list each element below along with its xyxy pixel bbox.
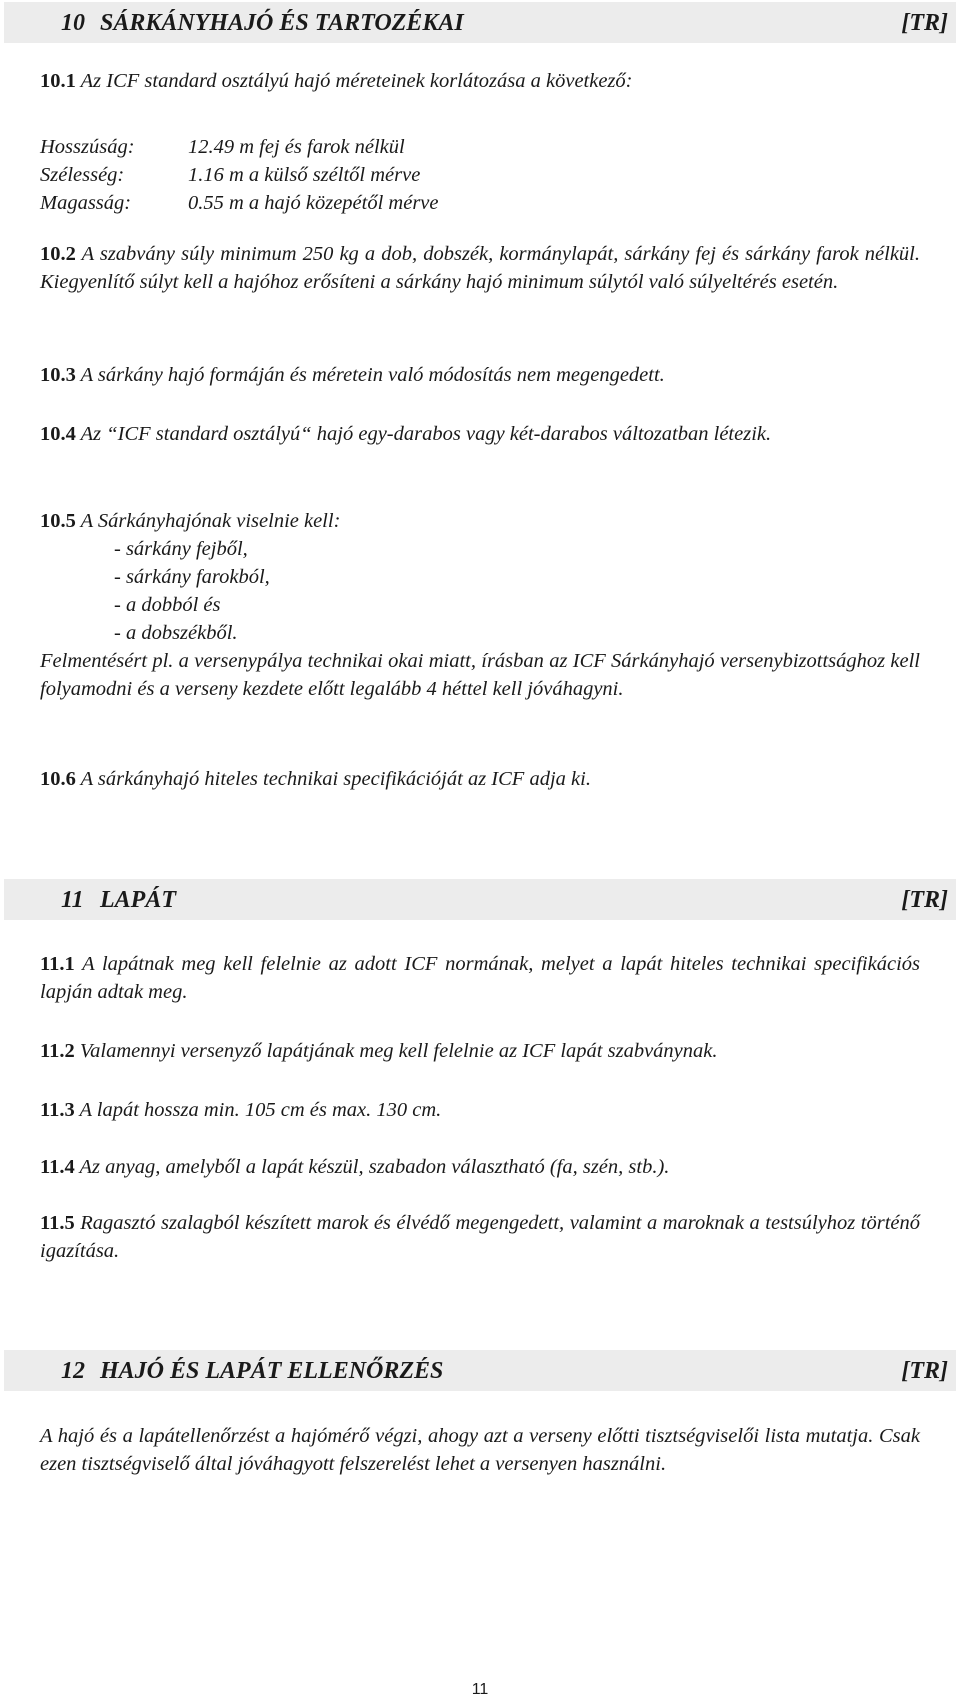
section-title: SÁRKÁNYHAJÓ ÉS TARTOZÉKAI — [100, 10, 464, 36]
section-number: 12 — [61, 1358, 85, 1384]
section-number: 10 — [61, 10, 85, 36]
clause-number: 11.1 — [40, 953, 75, 975]
clause-text: Valamennyi versenyző lapátjának meg kell felelnie az ICF lapát szabványnak. — [74, 1040, 718, 1062]
clause-number: 11.4 — [40, 1156, 75, 1178]
clause-text: A hajó és a lapátellenőrzést a hajómérő végzi, ahogy azt a verseny előtti tisztségviselői lista mutatja. Csak ezen tisztségviselő által jóváhagyott felszerelést lehet a versenyen használni. — [40, 1425, 920, 1475]
section-tag: [TR] — [901, 1358, 948, 1384]
paragraph-10-2 — [40, 240, 920, 296]
paragraph-10-6 — [40, 765, 920, 793]
paragraph-11-2 — [40, 1037, 920, 1065]
clause-number: 11.5 — [40, 1212, 75, 1234]
clause-number: 10.6 — [40, 768, 76, 790]
exemption-text: Felmentésért pl. a versenypálya technikai okai miatt, írásban az ICF Sárkányhajó versenybizottsághoz kell folyamodni és a verseny kezdete előtt legalább 4 héttel kell jóváhagyni. — [40, 650, 920, 700]
dimension-label: Hosszúság: — [40, 136, 135, 158]
dimension-row — [40, 161, 439, 189]
clause-number: 10.1 — [40, 70, 76, 92]
required-items-list — [40, 535, 920, 647]
dimension-label: Szélesség: — [40, 164, 125, 186]
clause-number: 10.3 — [40, 364, 76, 386]
dimension-value: 0.55 m a hajó közepétől mérve — [188, 192, 439, 214]
section-tag: [TR] — [901, 887, 948, 913]
section-heading-10 — [4, 2, 956, 43]
clause-text: A Sárkányhajónak viselnie kell: — [75, 510, 341, 532]
clause-number: 10.4 — [40, 423, 76, 445]
paragraph-12 — [40, 1422, 920, 1478]
clause-text: Az “ICF standard osztályú“ hajó egy-darabos vagy két-darabos változatban létezik. — [75, 423, 772, 445]
paragraph-10-3 — [40, 361, 920, 389]
section-heading-12 — [4, 1350, 956, 1391]
paragraph-11-1 — [40, 950, 920, 1006]
list-item: - a dobból és — [114, 594, 221, 616]
clause-number: 11.3 — [40, 1099, 75, 1121]
list-item: - sárkány fejből, — [114, 538, 248, 560]
paragraph-11-5 — [40, 1209, 920, 1265]
section-number: 11 — [61, 887, 84, 913]
section-title: LAPÁT — [100, 887, 176, 913]
dimension-row — [40, 133, 439, 161]
clause-number: 10.5 — [40, 510, 76, 532]
clause-text: A szabvány súly minimum 250 kg a dob, dobszék, kormánylapát, sárkány fej és sárkány farok nélkül. Kiegyenlítő súlyt kell a hajóhoz erősíteni a sárkány hajó minimum súlytól való súlyeltérés esetén. — [40, 243, 920, 293]
clause-text: Az ICF standard osztályú hajó méreteinek korlátozása a következő: — [75, 70, 633, 92]
list-item: - a dobszékből. — [114, 622, 238, 644]
dimension-row — [40, 189, 439, 217]
dimension-label: Magasság: — [40, 192, 132, 214]
clause-text: A sárkányhajó hiteles technikai specifikációját az ICF adja ki. — [75, 768, 591, 790]
clause-text: A lapátnak meg kell felelnie az adott ICF normának, melyet a lapát hiteles technikai specifikációs lapján adtak meg. — [40, 953, 920, 1003]
paragraph-11-4 — [40, 1153, 920, 1181]
clause-text: A sárkány hajó formáján és méretein való módosítás nem megengedett. — [75, 364, 665, 386]
dimension-value: 12.49 m fej és farok nélkül — [188, 136, 405, 158]
dimension-value: 1.16 m a külső széltől mérve — [188, 164, 421, 186]
paragraph-11-3 — [40, 1096, 920, 1124]
section-tag: [TR] — [901, 10, 948, 36]
section-title: HAJÓ ÉS LAPÁT ELLENŐRZÉS — [100, 1358, 444, 1384]
dimension-table — [40, 133, 439, 217]
clause-number: 10.2 — [40, 243, 76, 265]
section-heading-11 — [4, 879, 956, 920]
paragraph-10-5 — [40, 507, 920, 703]
clause-text: Ragasztó szalagból készített marok és élvédő megengedett, valamint a maroknak a testsúlyhoz történő igazítása. — [40, 1212, 920, 1262]
clause-number: 11.2 — [40, 1040, 75, 1062]
clause-text: Az anyag, amelyből a lapát készül, szabadon választható (fa, szén, stb.). — [74, 1156, 670, 1178]
paragraph-10-4 — [40, 420, 920, 448]
list-item: - sárkány farokból, — [114, 566, 270, 588]
page-number: 11 — [471, 1681, 489, 1698]
clause-text: A lapát hossza min. 105 cm és max. 130 cm. — [74, 1099, 442, 1121]
paragraph-10-1 — [40, 67, 920, 95]
